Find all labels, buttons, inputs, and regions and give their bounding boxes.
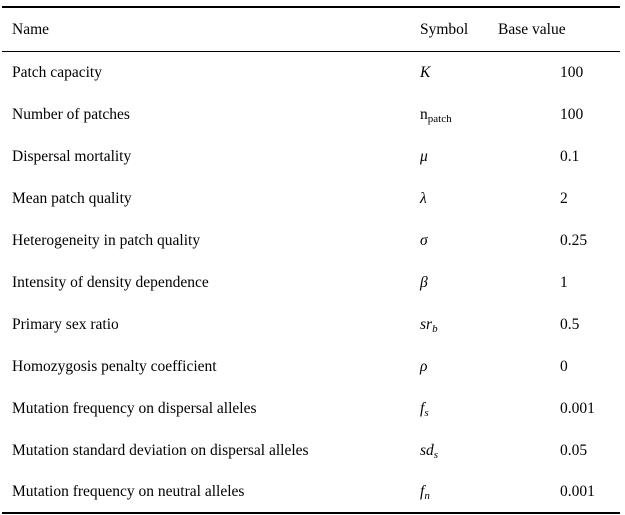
symbol-subscript: s: [424, 406, 429, 419]
table-row: [2, 261, 620, 303]
param-symbol: [420, 93, 498, 135]
table-row: [2, 51, 620, 93]
param-name: Heterogeneity in patch quality: [12, 231, 201, 249]
table-row: [2, 429, 620, 471]
symbol-subscript: b: [432, 322, 438, 335]
param-symbol: [420, 429, 498, 471]
param-value: 0.1: [560, 147, 580, 165]
param-value: 100: [560, 63, 584, 81]
symbol-main: sd: [420, 441, 434, 459]
param-value: 0: [560, 357, 568, 375]
param-name: Patch capacity: [12, 63, 102, 81]
table-row: [2, 219, 620, 261]
header-symbol: Symbol: [420, 7, 498, 51]
table-row: [2, 471, 620, 513]
param-symbol: [420, 261, 498, 303]
param-name: Homozygosis penalty coefficient: [12, 357, 217, 375]
param-name: Mutation frequency on dispersal alleles: [12, 399, 257, 417]
param-symbol: [420, 345, 498, 387]
table-row: [2, 177, 620, 219]
table-row: [2, 135, 620, 177]
symbol-subscript: s: [433, 448, 439, 461]
param-name: Mean patch quality: [12, 189, 132, 207]
param-symbol: [420, 471, 498, 513]
param-symbol: [420, 177, 498, 219]
param-name: Number of patches: [12, 105, 130, 123]
symbol-main: β: [420, 273, 428, 291]
parameter-table: [2, 6, 620, 514]
param-symbol: [420, 135, 498, 177]
symbol-main: σ: [420, 231, 428, 249]
symbol-subscript: n: [424, 490, 430, 502]
param-name: Primary sex ratio: [12, 315, 119, 333]
symbol-main: n: [420, 105, 428, 123]
param-value: 0.05: [560, 441, 588, 459]
param-name: Mutation standard deviation on dispersal alleles: [12, 441, 309, 459]
header-row: [2, 7, 620, 51]
param-value: 1: [560, 273, 568, 291]
header-base-value: Base value: [498, 7, 620, 51]
symbol-main: sr: [420, 315, 433, 333]
param-symbol: [420, 51, 498, 93]
param-value: 0.5: [560, 315, 580, 333]
symbol-main: ρ: [420, 357, 428, 375]
param-symbol: [420, 219, 498, 261]
table-row: [2, 345, 620, 387]
symbol-main: λ: [420, 189, 427, 207]
symbol-main: f: [420, 399, 425, 417]
param-value: 0.001: [498, 471, 620, 513]
symbol-main: K: [420, 63, 431, 81]
header-name: Name: [2, 7, 420, 51]
param-name: Dispersal mortality: [12, 147, 132, 165]
symbol-main: f: [420, 483, 425, 500]
table-row: [2, 93, 620, 135]
table-header: [2, 7, 620, 51]
param-name: Intensity of density dependence: [12, 273, 209, 291]
symbol-subscript: patch: [427, 112, 452, 125]
param-value: 2: [560, 189, 568, 207]
param-value: 0.25: [560, 231, 588, 249]
table-row: [2, 303, 620, 345]
param-value: 0.001: [560, 399, 595, 417]
table-row: [2, 387, 620, 429]
table-body: [2, 51, 620, 513]
symbol-main: μ: [420, 147, 428, 165]
param-name: Mutation frequency on neutral alleles: [2, 471, 420, 513]
param-value: 100: [560, 105, 584, 123]
param-symbol: [420, 387, 498, 429]
param-symbol: [420, 303, 498, 345]
